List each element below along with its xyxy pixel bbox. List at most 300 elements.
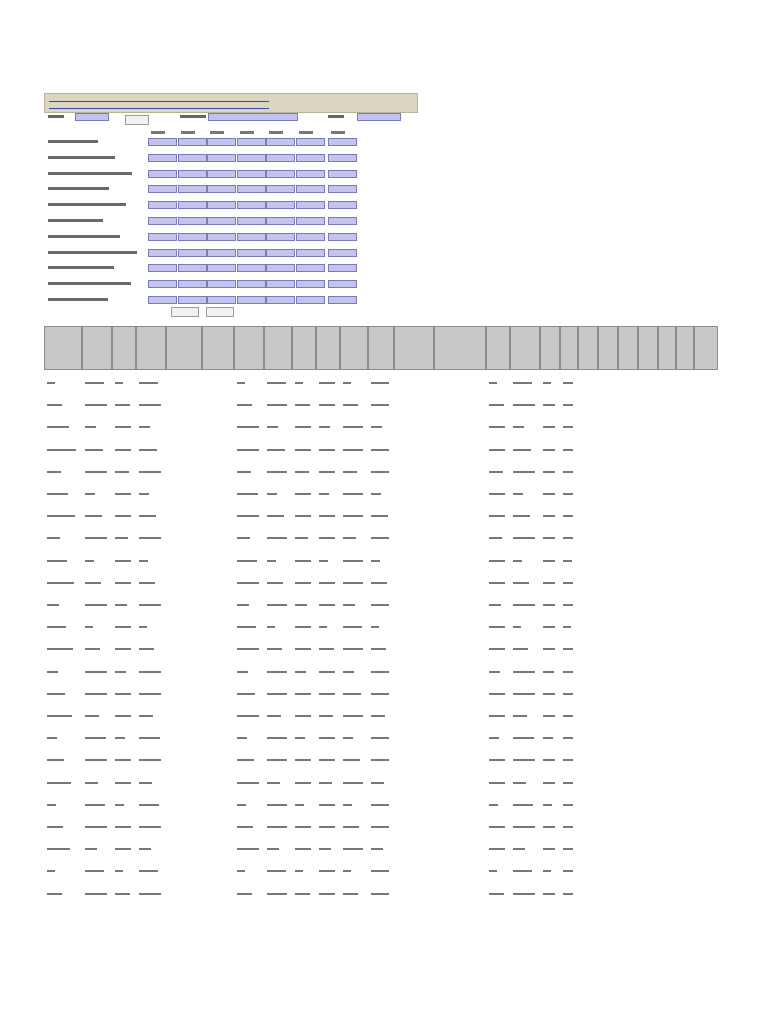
table-cell[interactable]	[267, 870, 286, 872]
table-cell[interactable]	[47, 537, 60, 539]
table-cell[interactable]	[139, 782, 152, 784]
table-cell[interactable]	[295, 648, 311, 650]
summary-input-cell[interactable]	[328, 264, 357, 272]
table-cell[interactable]	[295, 537, 308, 539]
table-cell[interactable]	[343, 870, 351, 872]
table-cell[interactable]	[543, 759, 555, 761]
table-cell[interactable]	[343, 449, 363, 451]
summary-input-cell[interactable]	[296, 296, 325, 304]
table-cell[interactable]	[543, 693, 555, 695]
table-cell[interactable]	[563, 759, 573, 761]
summary-input-cell[interactable]	[148, 264, 177, 272]
summary-input-cell[interactable]	[178, 170, 207, 178]
table-cell[interactable]	[237, 626, 256, 628]
table-cell[interactable]	[115, 471, 129, 473]
table-cell[interactable]	[115, 782, 131, 784]
table-cell[interactable]	[295, 848, 311, 850]
table-cell[interactable]	[85, 471, 107, 473]
table-cell[interactable]	[343, 382, 351, 384]
table-cell[interactable]	[319, 715, 333, 717]
table-cell[interactable]	[47, 737, 57, 739]
table-cell[interactable]	[139, 560, 148, 562]
table-cell[interactable]	[115, 382, 123, 384]
table-cell[interactable]	[237, 671, 248, 673]
table-cell[interactable]	[139, 715, 153, 717]
summary-input-cell[interactable]	[266, 296, 295, 304]
table-cell[interactable]	[139, 648, 154, 650]
summary-input-cell[interactable]	[148, 170, 177, 178]
table-cell[interactable]	[47, 582, 74, 584]
summary-input-cell[interactable]	[207, 201, 236, 209]
table-cell[interactable]	[489, 826, 505, 828]
table-cell[interactable]	[85, 515, 102, 517]
summary-input-cell[interactable]	[328, 233, 357, 241]
table-cell[interactable]	[489, 493, 505, 495]
table-cell[interactable]	[343, 715, 363, 717]
table-cell[interactable]	[237, 537, 250, 539]
table-cell[interactable]	[371, 604, 389, 606]
table-cell[interactable]	[513, 870, 532, 872]
table-cell[interactable]	[47, 404, 62, 406]
table-cell[interactable]	[343, 671, 354, 673]
table-cell[interactable]	[319, 848, 331, 850]
table-cell[interactable]	[543, 515, 555, 517]
table-cell[interactable]	[295, 560, 311, 562]
summary-input-cell[interactable]	[207, 233, 236, 241]
table-cell[interactable]	[295, 671, 306, 673]
table-cell[interactable]	[543, 804, 552, 806]
summary-input-cell[interactable]	[296, 185, 325, 193]
table-cell[interactable]	[295, 382, 303, 384]
table-cell[interactable]	[543, 737, 553, 739]
table-cell[interactable]	[543, 449, 555, 451]
table-cell[interactable]	[343, 493, 363, 495]
table-cell[interactable]	[319, 471, 335, 473]
table-cell[interactable]	[371, 404, 389, 406]
table-cell[interactable]	[371, 471, 389, 473]
summary-input-cell[interactable]	[148, 185, 177, 193]
summary-input-cell[interactable]	[237, 280, 266, 288]
table-cell[interactable]	[513, 715, 527, 717]
summary-input-cell[interactable]	[148, 217, 177, 225]
table-cell[interactable]	[319, 804, 335, 806]
table-cell[interactable]	[319, 560, 328, 562]
table-cell[interactable]	[267, 471, 287, 473]
table-cell[interactable]	[47, 870, 55, 872]
table-cell[interactable]	[543, 493, 555, 495]
summary-input-cell[interactable]	[328, 217, 357, 225]
table-cell[interactable]	[47, 426, 69, 428]
table-cell[interactable]	[267, 604, 287, 606]
table-cell[interactable]	[513, 648, 528, 650]
summary-input-cell[interactable]	[237, 170, 266, 178]
table-cell[interactable]	[47, 826, 63, 828]
table-cell[interactable]	[563, 671, 573, 673]
summary-input-cell[interactable]	[328, 154, 357, 162]
table-cell[interactable]	[139, 671, 161, 673]
table-cell[interactable]	[319, 893, 335, 895]
table-cell[interactable]	[139, 804, 159, 806]
table-cell[interactable]	[295, 582, 311, 584]
summary-input-cell[interactable]	[148, 154, 177, 162]
table-cell[interactable]	[513, 426, 524, 428]
table-cell[interactable]	[319, 515, 335, 517]
table-cell[interactable]	[85, 893, 107, 895]
summary-input-cell[interactable]	[328, 249, 357, 257]
table-cell[interactable]	[47, 671, 58, 673]
table-cell[interactable]	[115, 693, 131, 695]
table-cell[interactable]	[563, 515, 573, 517]
table-cell[interactable]	[295, 693, 311, 695]
table-cell[interactable]	[267, 759, 287, 761]
table-cell[interactable]	[343, 826, 359, 828]
table-cell[interactable]	[267, 671, 287, 673]
table-cell[interactable]	[371, 560, 380, 562]
table-cell[interactable]	[237, 582, 259, 584]
table-cell[interactable]	[115, 604, 127, 606]
summary-input-cell[interactable]	[237, 185, 266, 193]
table-cell[interactable]	[563, 648, 573, 650]
table-cell[interactable]	[543, 426, 555, 428]
summary-input-cell[interactable]	[266, 249, 295, 257]
summary-input-cell[interactable]	[296, 217, 325, 225]
prefill-button[interactable]	[125, 115, 149, 125]
table-cell[interactable]	[139, 626, 147, 628]
summary-input-cell[interactable]	[328, 185, 357, 193]
table-cell[interactable]	[319, 493, 329, 495]
validate-button[interactable]	[171, 307, 199, 317]
table-cell[interactable]	[47, 515, 75, 517]
table-cell[interactable]	[319, 404, 335, 406]
table-cell[interactable]	[47, 493, 68, 495]
table-cell[interactable]	[563, 493, 573, 495]
table-cell[interactable]	[267, 515, 284, 517]
summary-input-cell[interactable]	[148, 249, 177, 257]
table-cell[interactable]	[85, 848, 97, 850]
table-cell[interactable]	[343, 471, 357, 473]
table-cell[interactable]	[513, 537, 535, 539]
table-cell[interactable]	[115, 648, 131, 650]
table-cell[interactable]	[237, 715, 259, 717]
table-cell[interactable]	[85, 560, 94, 562]
table-cell[interactable]	[371, 537, 389, 539]
table-cell[interactable]	[489, 604, 501, 606]
table-cell[interactable]	[513, 804, 533, 806]
cin-field[interactable]	[75, 113, 109, 121]
table-cell[interactable]	[267, 560, 276, 562]
table-cell[interactable]	[267, 693, 287, 695]
table-cell[interactable]	[139, 426, 150, 428]
table-cell[interactable]	[237, 804, 246, 806]
table-cell[interactable]	[237, 693, 255, 695]
table-cell[interactable]	[563, 893, 573, 895]
table-cell[interactable]	[47, 715, 72, 717]
table-cell[interactable]	[237, 737, 247, 739]
table-cell[interactable]	[513, 826, 535, 828]
table-cell[interactable]	[139, 693, 161, 695]
table-cell[interactable]	[343, 848, 363, 850]
table-cell[interactable]	[319, 582, 335, 584]
summary-input-cell[interactable]	[148, 201, 177, 209]
table-cell[interactable]	[267, 626, 275, 628]
table-cell[interactable]	[237, 426, 259, 428]
summary-input-cell[interactable]	[207, 249, 236, 257]
table-cell[interactable]	[139, 471, 161, 473]
summary-input-cell[interactable]	[148, 280, 177, 288]
table-cell[interactable]	[139, 893, 161, 895]
table-cell[interactable]	[139, 582, 155, 584]
table-cell[interactable]	[115, 537, 128, 539]
table-cell[interactable]	[85, 604, 107, 606]
table-cell[interactable]	[319, 648, 334, 650]
summary-input-cell[interactable]	[207, 138, 236, 146]
table-cell[interactable]	[115, 560, 131, 562]
table-cell[interactable]	[371, 826, 389, 828]
summary-input-cell[interactable]	[178, 185, 207, 193]
table-cell[interactable]	[343, 560, 363, 562]
table-cell[interactable]	[295, 759, 311, 761]
summary-input-cell[interactable]	[296, 201, 325, 209]
table-cell[interactable]	[371, 782, 384, 784]
summary-input-cell[interactable]	[296, 280, 325, 288]
table-cell[interactable]	[489, 471, 503, 473]
table-cell[interactable]	[563, 848, 573, 850]
table-cell[interactable]	[543, 582, 555, 584]
table-cell[interactable]	[115, 893, 130, 895]
summary-input-cell[interactable]	[178, 296, 207, 304]
table-cell[interactable]	[513, 737, 534, 739]
company-name-field[interactable]	[208, 113, 298, 121]
table-cell[interactable]	[543, 671, 554, 673]
summary-input-cell[interactable]	[148, 138, 177, 146]
table-cell[interactable]	[237, 493, 258, 495]
date-of-agm-field[interactable]	[357, 113, 401, 121]
table-cell[interactable]	[237, 604, 249, 606]
summary-input-cell[interactable]	[296, 154, 325, 162]
table-cell[interactable]	[139, 826, 161, 828]
summary-input-cell[interactable]	[207, 185, 236, 193]
table-cell[interactable]	[371, 848, 383, 850]
table-cell[interactable]	[237, 759, 254, 761]
table-cell[interactable]	[237, 648, 259, 650]
table-cell[interactable]	[343, 537, 356, 539]
table-cell[interactable]	[295, 449, 311, 451]
table-cell[interactable]	[489, 693, 505, 695]
table-cell[interactable]	[115, 582, 131, 584]
table-cell[interactable]	[115, 671, 126, 673]
table-cell[interactable]	[489, 804, 498, 806]
table-cell[interactable]	[513, 604, 535, 606]
table-cell[interactable]	[343, 404, 358, 406]
table-cell[interactable]	[343, 515, 363, 517]
summary-input-cell[interactable]	[296, 170, 325, 178]
table-cell[interactable]	[115, 759, 131, 761]
summary-input-cell[interactable]	[148, 233, 177, 241]
table-cell[interactable]	[115, 426, 131, 428]
table-cell[interactable]	[47, 782, 71, 784]
table-cell[interactable]	[267, 893, 287, 895]
table-cell[interactable]	[319, 671, 335, 673]
table-cell[interactable]	[115, 804, 124, 806]
table-cell[interactable]	[319, 449, 335, 451]
table-cell[interactable]	[371, 382, 389, 384]
table-cell[interactable]	[563, 804, 573, 806]
table-cell[interactable]	[139, 515, 156, 517]
table-cell[interactable]	[139, 737, 160, 739]
table-cell[interactable]	[267, 715, 281, 717]
table-cell[interactable]	[115, 848, 131, 850]
table-cell[interactable]	[371, 715, 385, 717]
table-cell[interactable]	[85, 648, 100, 650]
table-cell[interactable]	[543, 560, 555, 562]
table-cell[interactable]	[489, 759, 505, 761]
summary-input-cell[interactable]	[266, 170, 295, 178]
table-cell[interactable]	[47, 693, 65, 695]
table-cell[interactable]	[267, 782, 280, 784]
table-cell[interactable]	[237, 449, 259, 451]
table-cell[interactable]	[543, 382, 551, 384]
table-cell[interactable]	[85, 693, 107, 695]
table-cell[interactable]	[563, 582, 573, 584]
table-cell[interactable]	[267, 404, 287, 406]
table-cell[interactable]	[371, 759, 389, 761]
table-cell[interactable]	[237, 826, 253, 828]
table-cell[interactable]	[513, 471, 535, 473]
table-cell[interactable]	[85, 404, 107, 406]
table-cell[interactable]	[85, 804, 105, 806]
table-cell[interactable]	[489, 537, 502, 539]
table-cell[interactable]	[513, 893, 535, 895]
table-cell[interactable]	[513, 693, 535, 695]
table-cell[interactable]	[139, 449, 157, 451]
table-cell[interactable]	[267, 582, 283, 584]
table-cell[interactable]	[371, 893, 389, 895]
table-cell[interactable]	[267, 848, 279, 850]
summary-input-cell[interactable]	[178, 233, 207, 241]
table-cell[interactable]	[85, 671, 107, 673]
table-cell[interactable]	[85, 426, 96, 428]
table-cell[interactable]	[295, 715, 311, 717]
summary-input-cell[interactable]	[207, 217, 236, 225]
table-cell[interactable]	[267, 537, 287, 539]
summary-input-cell[interactable]	[266, 185, 295, 193]
table-cell[interactable]	[139, 604, 161, 606]
summary-input-cell[interactable]	[207, 296, 236, 304]
table-cell[interactable]	[319, 537, 335, 539]
summary-input-cell[interactable]	[178, 138, 207, 146]
table-cell[interactable]	[295, 515, 311, 517]
table-cell[interactable]	[319, 626, 327, 628]
table-cell[interactable]	[489, 626, 505, 628]
table-cell[interactable]	[47, 848, 70, 850]
table-cell[interactable]	[267, 426, 278, 428]
table-cell[interactable]	[295, 826, 311, 828]
table-cell[interactable]	[295, 737, 305, 739]
summary-input-cell[interactable]	[207, 170, 236, 178]
table-cell[interactable]	[319, 782, 332, 784]
table-cell[interactable]	[115, 626, 131, 628]
table-cell[interactable]	[563, 537, 573, 539]
table-cell[interactable]	[563, 382, 573, 384]
table-cell[interactable]	[563, 404, 573, 406]
table-cell[interactable]	[563, 715, 573, 717]
table-cell[interactable]	[295, 893, 310, 895]
table-cell[interactable]	[371, 671, 389, 673]
summary-input-cell[interactable]	[328, 280, 357, 288]
clear-button[interactable]	[206, 307, 234, 317]
table-cell[interactable]	[563, 426, 573, 428]
table-cell[interactable]	[343, 782, 363, 784]
table-cell[interactable]	[489, 737, 499, 739]
summary-input-cell[interactable]	[207, 264, 236, 272]
table-cell[interactable]	[115, 449, 131, 451]
table-cell[interactable]	[343, 693, 361, 695]
table-cell[interactable]	[371, 737, 389, 739]
summary-input-cell[interactable]	[237, 217, 266, 225]
table-cell[interactable]	[513, 404, 535, 406]
table-cell[interactable]	[489, 893, 504, 895]
table-cell[interactable]	[85, 582, 101, 584]
table-cell[interactable]	[513, 382, 532, 384]
table-cell[interactable]	[543, 404, 555, 406]
table-cell[interactable]	[489, 671, 500, 673]
summary-input-cell[interactable]	[266, 280, 295, 288]
table-cell[interactable]	[371, 426, 382, 428]
summary-input-cell[interactable]	[266, 154, 295, 162]
table-cell[interactable]	[295, 782, 311, 784]
table-cell[interactable]	[267, 737, 287, 739]
table-cell[interactable]	[543, 626, 555, 628]
table-cell[interactable]	[543, 848, 555, 850]
summary-input-cell[interactable]	[207, 154, 236, 162]
table-cell[interactable]	[237, 515, 259, 517]
table-cell[interactable]	[563, 604, 573, 606]
table-cell[interactable]	[489, 426, 505, 428]
table-cell[interactable]	[543, 782, 555, 784]
table-cell[interactable]	[295, 604, 307, 606]
table-cell[interactable]	[139, 848, 151, 850]
summary-input-cell[interactable]	[296, 233, 325, 241]
table-cell[interactable]	[267, 449, 285, 451]
table-cell[interactable]	[295, 404, 310, 406]
table-cell[interactable]	[85, 449, 103, 451]
summary-input-cell[interactable]	[237, 201, 266, 209]
table-cell[interactable]	[563, 626, 571, 628]
table-cell[interactable]	[47, 560, 67, 562]
summary-input-cell[interactable]	[296, 249, 325, 257]
table-cell[interactable]	[513, 671, 535, 673]
table-cell[interactable]	[237, 560, 257, 562]
summary-input-cell[interactable]	[237, 138, 266, 146]
summary-input-cell[interactable]	[266, 233, 295, 241]
table-cell[interactable]	[139, 537, 161, 539]
table-cell[interactable]	[237, 382, 245, 384]
summary-input-cell[interactable]	[207, 280, 236, 288]
table-cell[interactable]	[267, 493, 277, 495]
table-cell[interactable]	[343, 759, 360, 761]
table-cell[interactable]	[47, 759, 64, 761]
summary-input-cell[interactable]	[328, 296, 357, 304]
table-cell[interactable]	[371, 449, 389, 451]
table-cell[interactable]	[319, 382, 335, 384]
table-cell[interactable]	[85, 759, 107, 761]
table-cell[interactable]	[543, 826, 555, 828]
table-cell[interactable]	[115, 737, 125, 739]
summary-input-cell[interactable]	[178, 264, 207, 272]
summary-input-cell[interactable]	[237, 154, 266, 162]
table-cell[interactable]	[513, 560, 522, 562]
table-cell[interactable]	[85, 382, 104, 384]
